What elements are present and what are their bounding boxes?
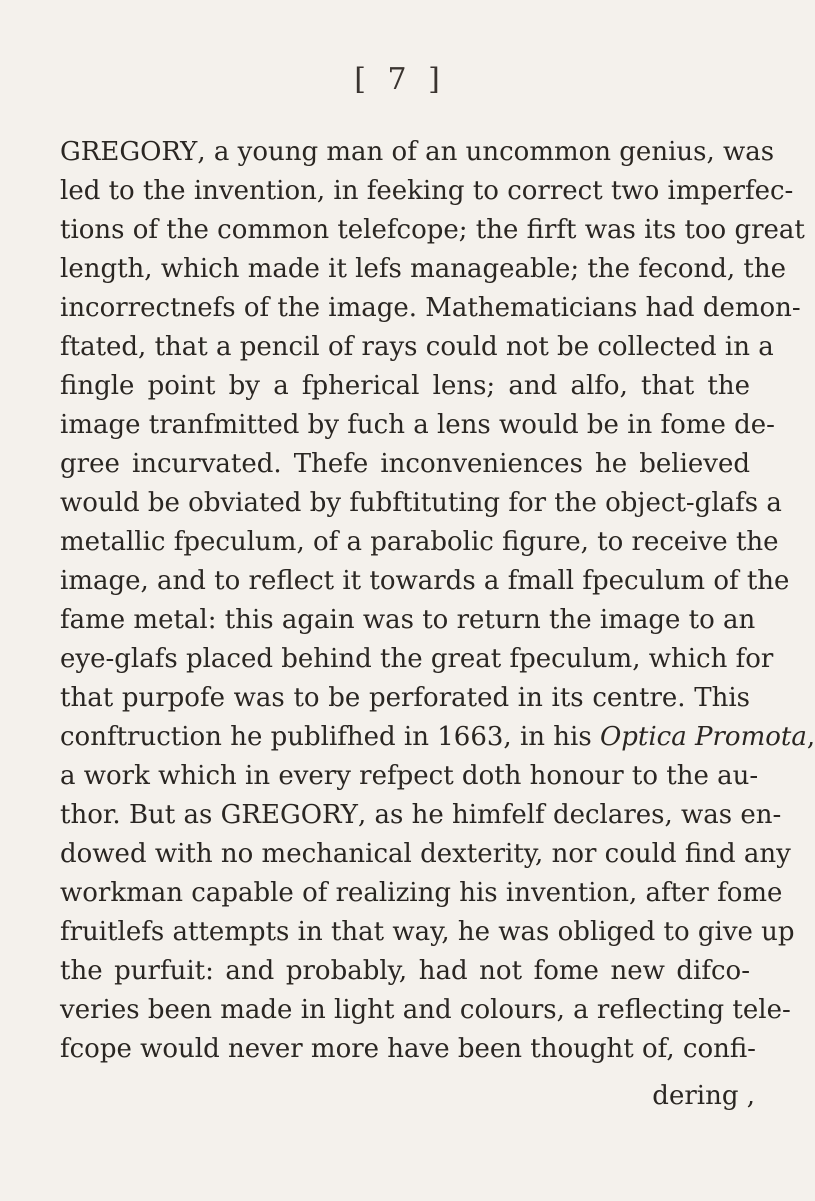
text-line: that purpofe was to be perforated in its centre. This <box>60 683 750 713</box>
text-line: would be obviated by fubftituting for the object-glafs a <box>60 488 782 518</box>
text-line: workman capable of realizing his invention, after fome <box>60 878 783 908</box>
text-line: ftated, that a pencil of rays could not be collected in a <box>60 332 774 362</box>
text-line: conftruction he publifhed in 1663, in his Optica Promota, <box>60 722 815 752</box>
text-line: fingle point by a fpherical lens; and alfo, that the <box>60 371 750 401</box>
text-line: a work which in every refpect doth honour to the au- <box>60 761 759 791</box>
text-line: fame metal: this again was to return the image to an <box>60 605 756 635</box>
text-line: image, and to reflect it towards a fmall fpeculum of the <box>60 566 790 596</box>
text-line: metallic fpeculum, of a parabolic figure, to receive the <box>60 527 779 557</box>
text-line: fruitlefs attempts in that way, he was obliged to give up <box>60 917 795 947</box>
text-line: image tranfmitted by fuch a lens would be in fome de- <box>60 410 775 440</box>
text-line: incorrectnefs of the image. Mathematicians had demon- <box>60 293 801 323</box>
text-line: thor. But as GREGORY, as he himfelf declares, was en- <box>60 800 782 830</box>
text-line: led to the invention, in feeking to correct two imperfec- <box>60 176 794 206</box>
book-title: Optica Promota <box>599 722 807 752</box>
text-line: eye-glafs placed behind the great fpeculum, which for <box>60 644 774 674</box>
name-gregory: GREGORY <box>220 800 358 830</box>
text-line: veries been made in light and colours, a reflecting tele- <box>60 995 791 1025</box>
name-gregory: GREGORY <box>60 137 198 167</box>
text-line: fcope would never more have been thought of, confi- <box>60 1034 756 1064</box>
body-text <box>60 133 815 1069</box>
text-line: GREGORY, a young man of an uncommon genius, was <box>60 137 775 167</box>
text-line: the purfuit: and probably, had not fome new difco- <box>60 956 750 986</box>
catchword: dering , <box>652 1081 755 1111</box>
text-line: dowed with no mechanical dexterity, nor could find any <box>60 839 791 869</box>
page-number: [ 7 ] <box>354 62 446 97</box>
text-line: gree incurvated. Thefe inconveniences he believed <box>60 449 750 479</box>
text-line: tions of the common telefcope; the firft was its too great <box>60 215 805 245</box>
text-line: length, which made it lefs manageable; the fecond, the <box>60 254 786 284</box>
